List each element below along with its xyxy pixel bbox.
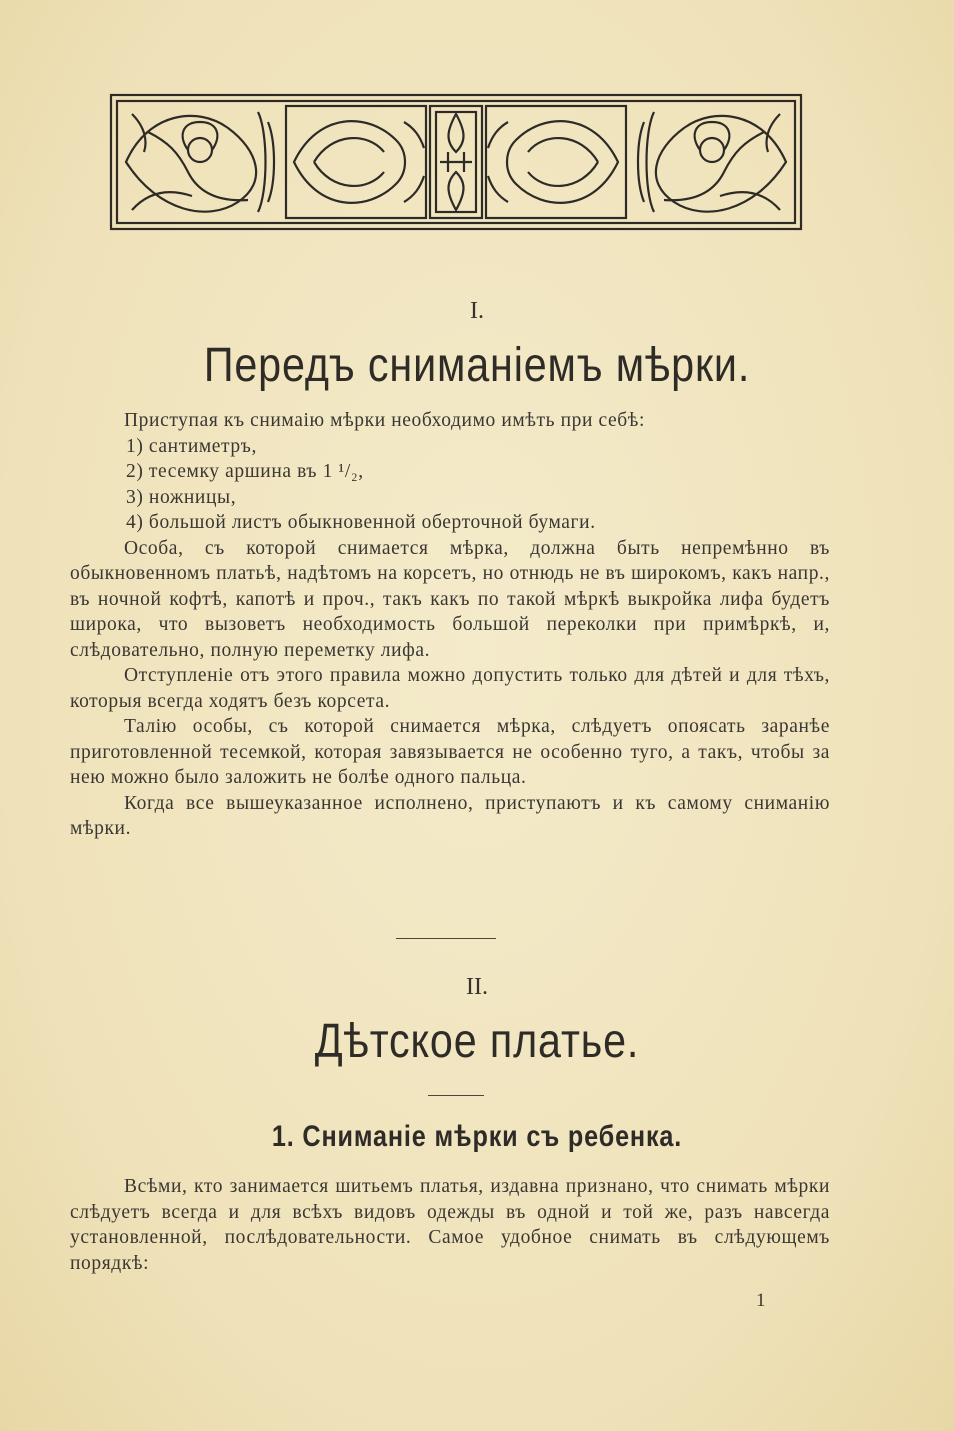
section-1-body [70, 408, 830, 842]
list-item: 4) большой листъ обыкновенной оберточной бумаги. [126, 512, 596, 533]
list-item: 2) тесемку аршина въ 1 ¹/₂, [126, 461, 364, 482]
body-paragraph: Всѣми, кто занимается шитьемъ платья, издавна признано, что снимать мѣрки слѣдуетъ всегда и для всѣхъ видовъ одежды въ одной и той же, разъ навсегда установленной, послѣдовательности. Самое удобное снимать въ слѣдующемъ порядкѣ: [70, 1176, 830, 1274]
list-item: 1) сантиметръ, [126, 435, 257, 457]
section-2-body [70, 1174, 830, 1276]
subsection-title: 1. Сниманіе мѣрки съ ребенка. [271, 1120, 683, 1153]
art-nouveau-ornament-icon [108, 92, 804, 232]
section-number-2: II. [466, 974, 488, 1000]
intro-paragraph: Приступая къ снимаію мѣрки необходимо имѣть при себѣ: [124, 410, 645, 431]
list-item: 3) ножницы, [126, 486, 237, 508]
body-paragraph: Отступленіе отъ этого правила можно допустить только для дѣтей и для тѣхъ, которыя всегда ходятъ безъ корсета. [70, 665, 830, 712]
section-title-2: Дѣтское платье. [314, 1015, 640, 1068]
body-paragraph: Особа, съ которой снимается мѣрка, должна быть непремѣнно въ обыкновенномъ платьѣ, надѣтомъ на корсетъ, но отнюдь не въ широкомъ, какъ напр., въ ночной кофтѣ, капотѣ и проч., такъ какъ по такой мѣркѣ выкройка лифа будетъ широка, что вызоветъ необходимость большой переколки при примѣркѣ, и, слѣдовательно, полную переметку лифа. [70, 537, 830, 661]
body-paragraph: Когда все вышеуказанное исполнено, приступаютъ и къ самому сниманію мѣрки. [70, 792, 830, 839]
section-divider [396, 938, 496, 939]
body-paragraph: Талію особы, съ которой снимается мѣрка, слѣдуетъ опоясать заранѣе приготовленной тесемкой, которая завязывается не особенно туго, а такъ, чтобы за нею можно было заложить не болѣе одного пальца. [70, 716, 830, 788]
section-title-1: Передъ сниманіемъ мѣрки. [203, 339, 751, 392]
section-number-1: I. [470, 298, 484, 324]
subtitle-divider [428, 1095, 484, 1096]
page-number: 1 [756, 1290, 766, 1311]
